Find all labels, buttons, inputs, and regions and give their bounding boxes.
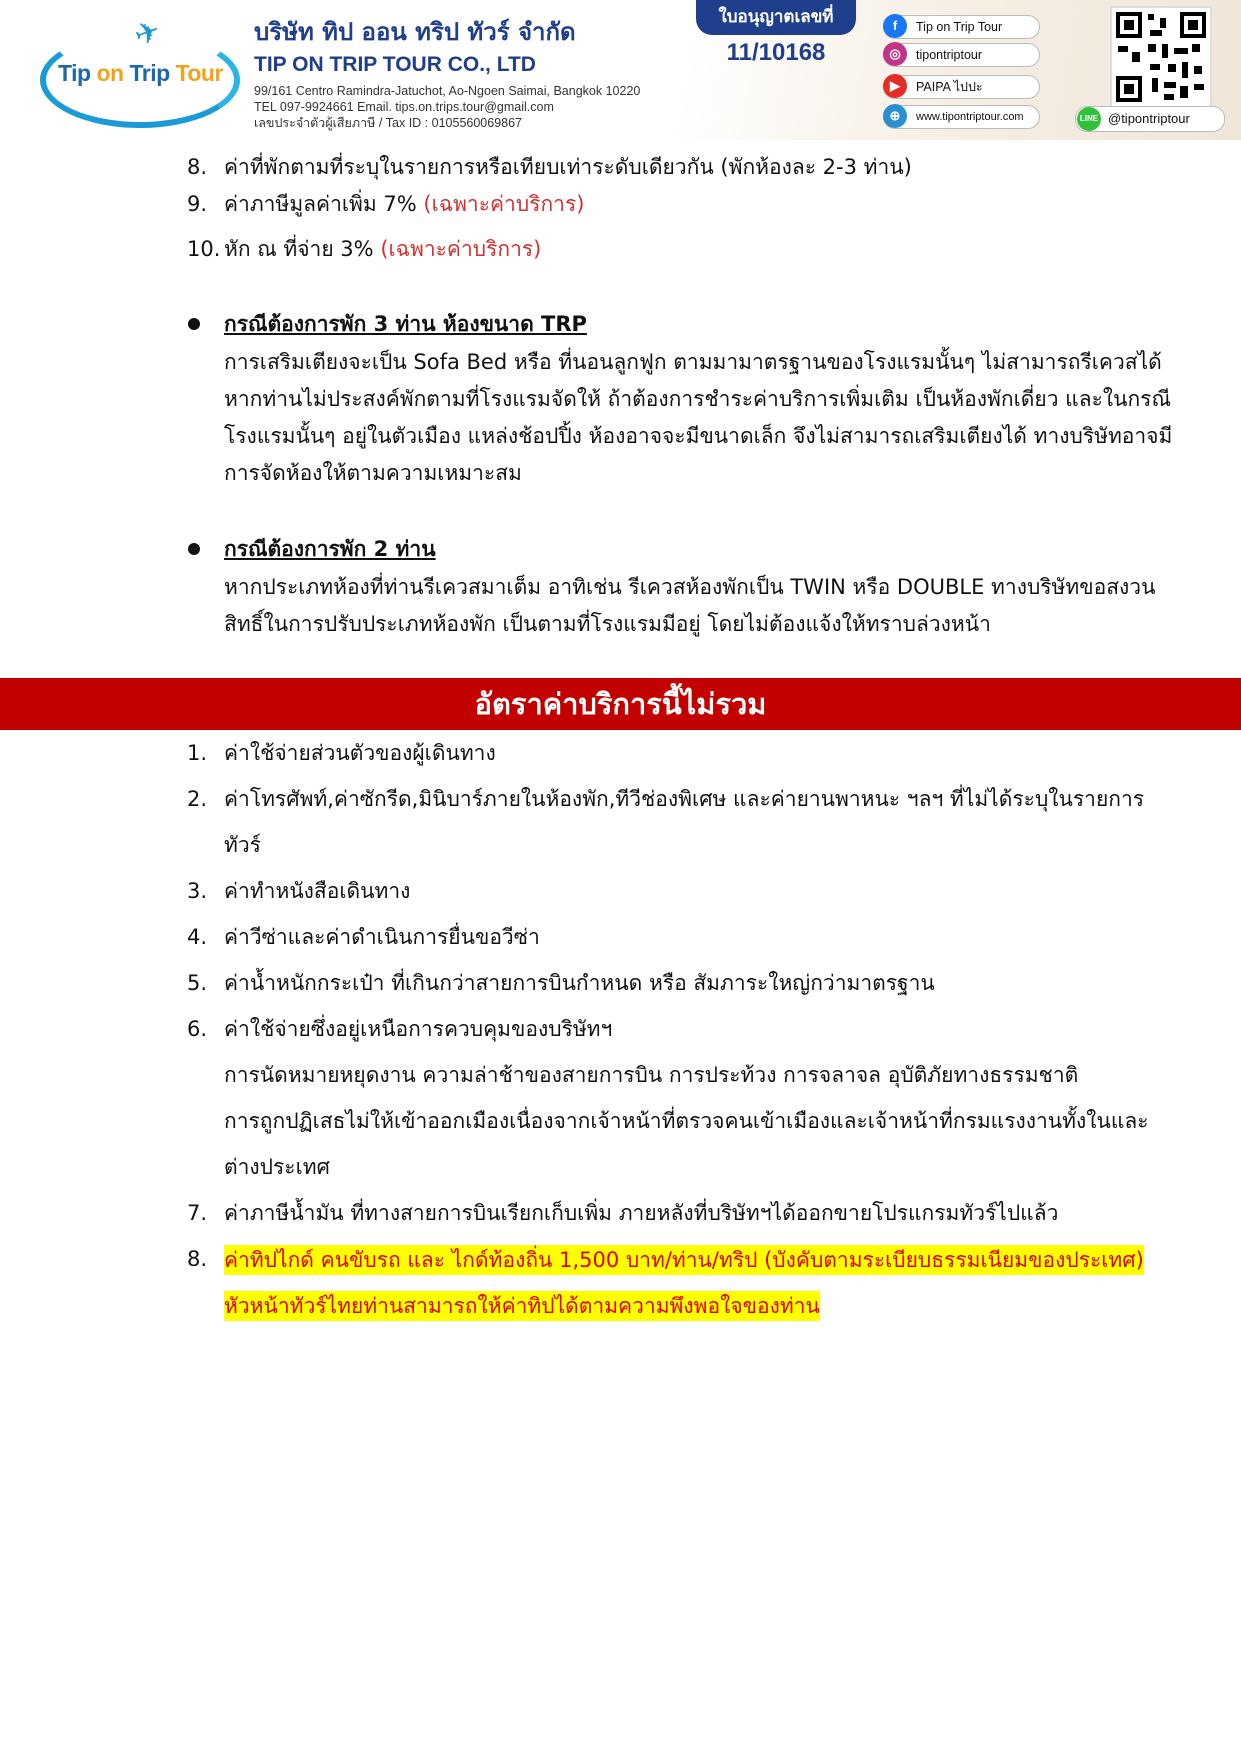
item-text: ทัวร์ <box>224 833 261 857</box>
item-number: 4. <box>187 925 208 949</box>
social-youtube[interactable]: ▶ PAIPA ไปปะ <box>883 75 1040 99</box>
instagram-icon: ◎ <box>883 42 907 66</box>
license-label: ใบอนุญาตเลขที่ <box>696 0 856 35</box>
item-number: 8. <box>187 155 208 179</box>
line-app-icon: LINE <box>1077 107 1101 131</box>
item-number: 1. <box>187 741 208 765</box>
item-number: 7. <box>187 1201 208 1225</box>
website-icon: ⊕ <box>883 104 907 128</box>
item-text: การนัดหมายหยุดงาน ความล่าช้าของสายการบิน การประท้วง การจลาจล อุบัติภัยทางธรรมชาติ <box>224 1063 1079 1087</box>
company-contact: TEL 097-9924661 Email. tips.on.trips.tour@gmail.com <box>254 100 554 114</box>
facebook-icon: f <box>883 14 907 38</box>
case-body-2-persons: หากประเภทห้องที่ท่านรีเควสมาเต็ม อาทิเช่น รีเควสห้องพักเป็น TWIN หรือ DOUBLE ทางบริษัทขอสงวน สิทธิ์ในการปรับประเภทห้องพัก เป็นตามที่โรงแรมมีอยู่ โดยไม่ต้องแจ้งให้ทราบล่วงหน้า <box>224 575 1156 636</box>
case-body-3-persons: การเสริมเตียงจะเป็น Sofa Bed หรือ ที่นอนลูกฟูก ตามมามาตรฐานของโรงแรมนั้นๆ ไม่สามารถรีเควสได้ หากท่านไม่ประสงค์พักตามที่โรงแรมจัดให้ ถ้าต้องการชำระค่าบริการเพิ่มเติม เป็นห้องพักเดี่ยว และในกรณี โรงแรมนั้นๆ อยู่ในตัวเมือง แหล่งช้อปปิ้ง ห้องอาจจะมีขนาดเล็ก จึงไม่สามารถเสริมเตียงได้ ทางบริษัทอาจมี การจัดห้องให้ตามความเหมาะสม <box>224 350 1173 485</box>
item-note: (เฉพาะค่าบริการ) <box>423 192 585 216</box>
logo-wordmark: Tip on Trip Tour <box>58 60 223 86</box>
item-text: การถูกปฏิเสธไม่ให้เข้าออกเมืองเนื่องจากเจ้าหน้าที่ตรวจคนเข้าเมืองและเจ้าหน้าที่กรมแรงงานทั้งในและ <box>224 1109 1149 1133</box>
item-number: 6. <box>187 1017 208 1041</box>
item-number: 10. <box>187 237 221 261</box>
item-text-highlight: หัวหน้าทัวร์ไทยท่านสามารถให้ค่าทิปได้ตามความพึงพอใจของท่าน <box>224 1291 820 1321</box>
youtube-icon: ▶ <box>883 74 907 98</box>
company-name-english: TIP ON TRIP TOUR CO., LTD <box>254 53 536 76</box>
item-number: 5. <box>187 971 208 995</box>
item-number: 2. <box>187 787 208 811</box>
company-info <box>254 12 640 131</box>
license-number: 11/10168 <box>726 39 826 66</box>
item-text: ค่าที่พักตามที่ระบุในรายการหรือเทียบเท่าระดับเดียวกัน (พักห้องละ 2-3 ท่าน) <box>224 155 912 179</box>
item-text: ค่าน้ำหนักกระเป๋า ที่เกินกว่าสายการบินกำหนด หรือ สัมภาระใหญ่กว่ามาตรฐาน <box>224 971 935 995</box>
bullet-icon <box>188 318 200 330</box>
item-text: ค่าวีซ่าและค่าดำเนินการยื่นขอวีซ่า <box>224 925 540 949</box>
item-note: (เฉพาะค่าบริการ) <box>380 237 542 261</box>
social-website[interactable]: ⊕ www.tipontriptour.com <box>883 105 1040 129</box>
item-text: ค่าใช้จ่ายซึ่งอยู่เหนือการควบคุมของบริษัทฯ <box>224 1017 613 1041</box>
company-name-thai: บริษัท ทิป ออน ทริป ทัวร์ จำกัด <box>254 18 576 46</box>
item-number: 9. <box>187 192 208 216</box>
qr-code <box>1110 6 1212 108</box>
case-title-2-persons: กรณีต้องการพัก 2 ท่าน <box>224 537 436 561</box>
item-text-highlight: ค่าทิปไกด์ คนขับรถ และ ไกด์ท้องถิ่น 1,500 บาท/ท่าน/ทริป (บังคับตามระเบียบธรรมเนียมของประเทศ) <box>224 1245 1144 1275</box>
bullet-icon <box>188 543 200 555</box>
airplane-icon: ✈ <box>129 12 166 55</box>
item-text: ค่าภาษีมูลค่าเพิ่ม 7% (เฉพาะค่าบริการ) <box>224 192 585 216</box>
item-number: 3. <box>187 879 208 903</box>
item-text: ค่าทำหนังสือเดินทาง <box>224 879 411 903</box>
social-line[interactable]: LINE @tipontriptour <box>1075 106 1225 132</box>
item-text: ค่าโทรศัพท์,ค่าซักรีด,มินิบาร์ภายในห้องพัก,ทีวีช่องพิเศษ และค่ายานพาหนะ ฯลฯ ที่ไม่ได้ระบุในรายการ <box>224 787 1145 811</box>
social-facebook[interactable]: f Tip on Trip Tour <box>883 15 1040 39</box>
company-tax-id: เลขประจำตัวผู้เสียภาษี / Tax ID : 0105560069867 <box>254 116 523 130</box>
section-banner-not-included: อัตราค่าบริการนี้ไม่รวม <box>0 678 1241 730</box>
company-logo <box>40 10 230 125</box>
case-title-3-persons: กรณีต้องการพัก 3 ท่าน ห้องขนาด TRP <box>224 312 587 336</box>
social-instagram[interactable]: ◎ tipontriptour <box>883 43 1040 67</box>
company-address: 99/161 Centro Ramindra-Jatuchot, Ao-Ngoen Saimai, Bangkok 10220 <box>254 84 641 98</box>
page-header <box>0 0 1241 140</box>
item-number: 8. <box>187 1247 208 1271</box>
license-box <box>696 0 856 66</box>
item-text: หัก ณ ที่จ่าย 3% (เฉพาะค่าบริการ) <box>224 237 542 261</box>
item-text: ค่าใช้จ่ายส่วนตัวของผู้เดินทาง <box>224 741 496 765</box>
item-text: ค่าภาษีน้ำมัน ที่ทางสายการบินเรียกเก็บเพิ่ม ภายหลังที่บริษัทฯได้ออกขายโปรแกรมทัวร์ไปแล้ว <box>224 1201 1059 1225</box>
item-text: ต่างประเทศ <box>224 1155 330 1179</box>
